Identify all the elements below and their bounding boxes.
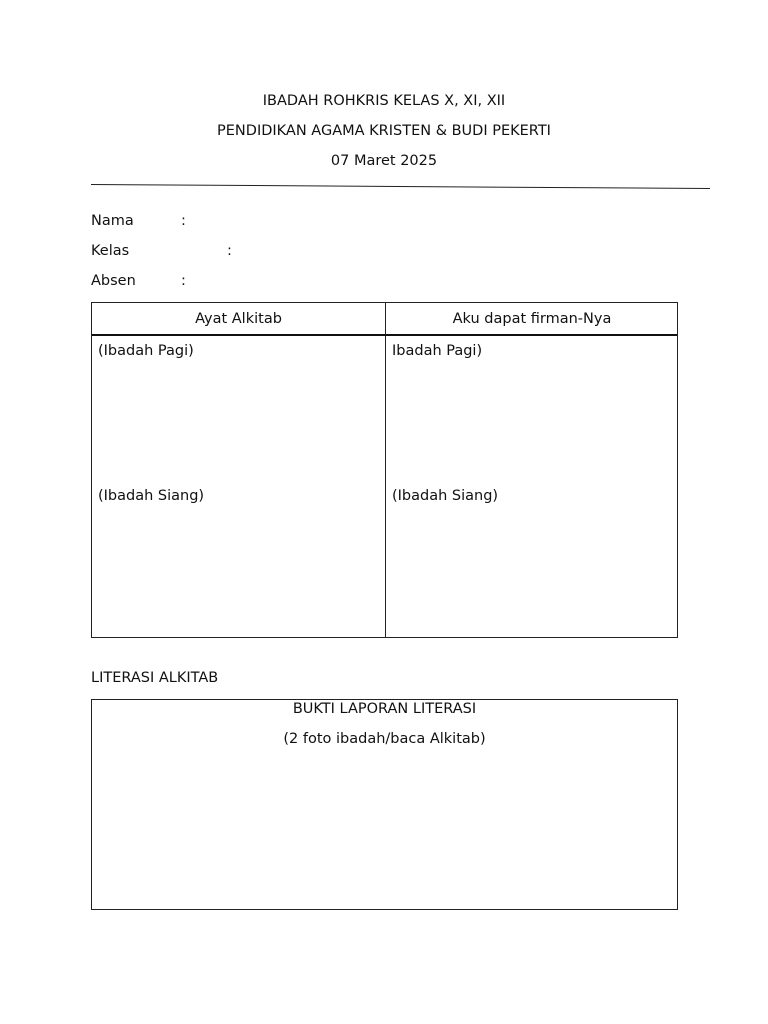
table-column-divider [385, 303, 386, 637]
field-kelas [91, 242, 232, 260]
field-kelas-colon: : [227, 243, 232, 259]
table-header-firman: Aku dapat firman-Nya [452, 311, 612, 327]
field-nama-colon: : [181, 213, 186, 229]
document-date: 07 Maret 2025 [330, 153, 438, 169]
worship-table [91, 302, 678, 638]
cell-right-ibadah-siang: (Ibadah Siang) [392, 488, 499, 504]
field-absen-label: Absen [91, 273, 136, 289]
document-subtitle: PENDIDIKAN AGAMA KRISTEN & BUDI PEKERTI [217, 123, 551, 139]
cell-left-ibadah-pagi: (Ibadah Pagi) [98, 343, 194, 359]
field-nama [91, 212, 186, 230]
table-header-ayat-alkitab: Ayat Alkitab [195, 311, 282, 327]
document-title: IBADAH ROHKRIS KELAS X, XI, XII [262, 93, 506, 109]
literasi-evidence-box [91, 699, 678, 910]
field-absen-colon: : [181, 273, 186, 289]
literasi-box-subtitle: (2 foto ibadah/baca Alkitab) [283, 731, 486, 747]
field-kelas-label: Kelas [91, 243, 130, 259]
table-header-divider [92, 334, 677, 336]
literasi-box-title: BUKTI LAPORAN LITERASI [292, 701, 477, 717]
header-divider [91, 184, 710, 189]
field-absen [91, 272, 186, 290]
literasi-section-label: LITERASI ALKITAB [91, 670, 219, 686]
cell-right-ibadah-pagi: Ibadah Pagi) [392, 343, 483, 359]
field-nama-label: Nama [91, 213, 134, 229]
cell-left-ibadah-siang: (Ibadah Siang) [98, 488, 205, 504]
